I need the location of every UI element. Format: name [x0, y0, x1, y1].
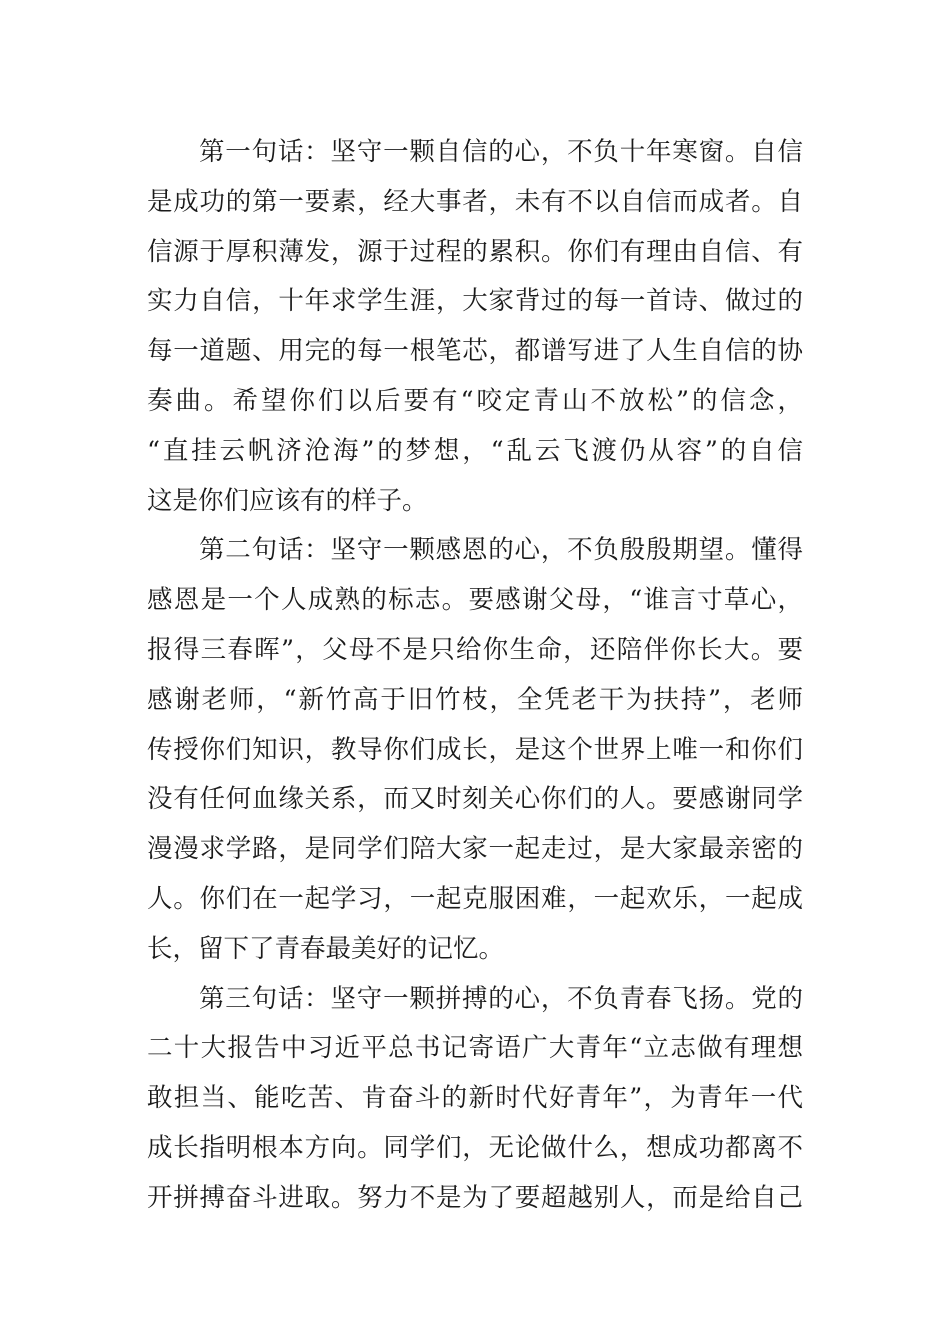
text-line: 成长指明根本方向。同学们，无论做什么，想成功都离不: [147, 1132, 803, 1163]
text-line: 开拼搏奋斗进取。努力不是为了要超越别人，而是给自己: [147, 1182, 803, 1213]
text-line: 感恩是一个人成熟的标志。要感谢父母，“谁言寸草心，: [147, 585, 803, 616]
text-line: 没有任何血缘关系，而又时刻关心你们的人。要感谢同学: [147, 784, 803, 815]
text-line: 奏曲。希望你们以后要有“咬定青山不放松”的信念，: [147, 385, 803, 416]
text-line: 人。你们在一起学习，一起克服困难，一起欢乐，一起成: [147, 883, 803, 914]
text-line: 长，留下了青春最美好的记忆。: [147, 933, 505, 964]
body-text: [147, 128, 803, 1224]
text-line: 这是你们应该有的样子。: [147, 485, 428, 516]
paragraph-1: [147, 128, 803, 526]
text-line: 敢担当、能吃苦、肯奋斗的新时代好青年”，为青年一代: [147, 1083, 803, 1114]
text-line: 每一道题、用完的每一根笔芯，都谱写进了人生自信的协: [147, 336, 803, 367]
text-line: 信源于厚积薄发，源于过程的累积。你们有理由自信、有: [147, 236, 803, 267]
text-line: 报得三春晖”，父母不是只给你生命，还陪伴你长大。要: [147, 634, 803, 665]
text-line: 是成功的第一要素，经大事者，未有不以自信而成者。自: [147, 186, 803, 217]
text-line: 实力自信，十年求学生涯，大家背过的每一首诗、做过的: [147, 286, 803, 317]
text-line: 漫漫求学路，是同学们陪大家一起走过，是大家最亲密的: [147, 834, 803, 865]
text-line: 第三句话：坚守一颗拼搏的心，不负青春飞扬。党的: [199, 983, 803, 1014]
text-line: 第二句话：坚守一颗感恩的心，不负殷殷期望。懂得: [199, 535, 803, 566]
text-line: 二十大报告中习近平总书记寄语广大青年“立志做有理想: [147, 1033, 803, 1064]
text-line: 第一句话：坚守一颗自信的心，不负十年寒窗。自信: [199, 137, 803, 167]
paragraph-3: [147, 975, 803, 1224]
paragraph-2: [147, 526, 803, 974]
text-line: “直挂云帆济沧海”的梦想，“乱云飞渡仍从容”的自信: [147, 435, 803, 466]
text-line: 感谢老师，“新竹高于旧竹枝，全凭老干为扶持”，老师: [147, 684, 803, 715]
text-line: 传授你们知识，教导你们成长，是这个世界上唯一和你们: [147, 734, 803, 765]
